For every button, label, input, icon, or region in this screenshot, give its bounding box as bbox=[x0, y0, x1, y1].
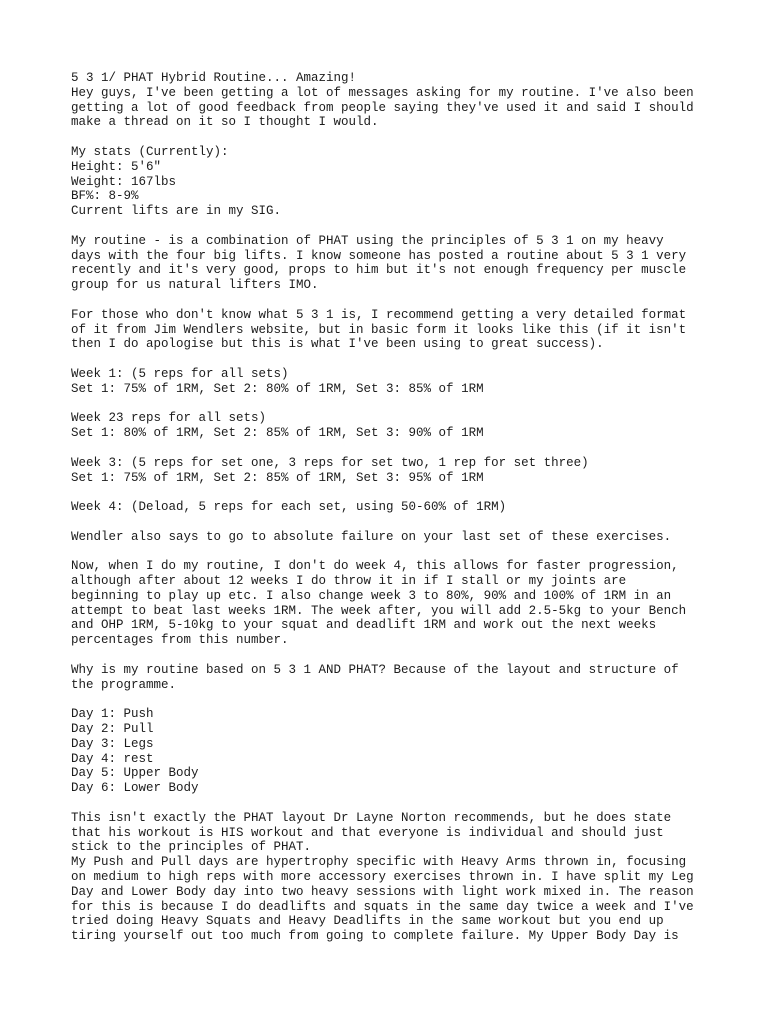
paragraph bbox=[71, 811, 731, 944]
text-line: For those who don't know what 5 3 1 is, I recommend getting a very detailed format bbox=[71, 307, 687, 322]
text-line: Wendler also says to go to absolute failure on your last set of these exercises. bbox=[71, 529, 672, 544]
text-line: and OHP 1RM, 5-10kg to your squat and deadlift 1RM and work out the next weeks bbox=[71, 618, 657, 633]
paragraph bbox=[71, 559, 731, 648]
text-line: Week 1: (5 reps for all sets) bbox=[71, 366, 289, 381]
text-line: BF%: 8-9% bbox=[71, 189, 139, 204]
paragraph bbox=[71, 530, 731, 545]
text-line: My stats (Currently): bbox=[71, 144, 229, 159]
text-line: stick to the principles of PHAT. bbox=[71, 840, 312, 855]
paragraph bbox=[71, 145, 731, 219]
paragraph bbox=[71, 71, 731, 130]
text-line: Set 1: 80% of 1RM, Set 2: 85% of 1RM, Set 3: 90% of 1RM bbox=[71, 426, 484, 441]
text-line: attempt to beat last weeks 1RM. The week after, you will add 2.5-5kg to your Bench bbox=[71, 603, 687, 618]
text-line: Now, when I do my routine, I don't do week 4, this allows for faster progression, bbox=[71, 559, 679, 574]
text-line: of it from Jim Wendlers website, but in basic form it looks like this (if it isn't bbox=[71, 322, 687, 337]
paragraph bbox=[71, 411, 731, 441]
text-line: Hey guys, I've been getting a lot of messages asking for my routine. I've also been bbox=[71, 85, 694, 100]
text-line: Day 1: Push bbox=[71, 707, 154, 722]
text-line: Day 3: Legs bbox=[71, 736, 154, 751]
paragraph bbox=[71, 500, 731, 515]
paragraph bbox=[71, 663, 731, 693]
paragraph bbox=[71, 234, 731, 293]
text-line: getting a lot of good feedback from people saying they've used it and said I should bbox=[71, 100, 694, 115]
text-line: Day 6: Lower Body bbox=[71, 781, 199, 796]
document-body bbox=[71, 71, 731, 944]
text-line: Day 4: rest bbox=[71, 751, 154, 766]
text-line: My Push and Pull days are hypertrophy specific with Heavy Arms thrown in, focusing bbox=[71, 855, 687, 870]
text-line: although after about 12 weeks I do throw it in if I stall or my joints are bbox=[71, 574, 627, 589]
text-line: Day and Lower Body day into two heavy sessions with light work mixed in. The reason bbox=[71, 884, 694, 899]
text-line: then I do apologise but this is what I've been using to great success). bbox=[71, 337, 604, 352]
text-line: tiring yourself out too much from going to complete failure. My Upper Body Day is bbox=[71, 929, 679, 944]
text-line: Why is my routine based on 5 3 1 AND PHAT? Because of the layout and structure of bbox=[71, 662, 679, 677]
text-line: percentages from this number. bbox=[71, 633, 289, 648]
text-line: Current lifts are in my SIG. bbox=[71, 204, 282, 219]
text-line: Week 23 reps for all sets) bbox=[71, 411, 267, 426]
text-line: for this is because I do deadlifts and squats in the same day twice a week and I've bbox=[71, 899, 694, 914]
text-line: Set 1: 75% of 1RM, Set 2: 85% of 1RM, Set 3: 95% of 1RM bbox=[71, 470, 484, 485]
text-line: Set 1: 75% of 1RM, Set 2: 80% of 1RM, Set 3: 85% of 1RM bbox=[71, 381, 484, 396]
paragraph bbox=[71, 707, 731, 796]
text-line: that his workout is HIS workout and that everyone is individual and should just bbox=[71, 825, 664, 840]
text-line: tried doing Heavy Squats and Heavy Deadlifts in the same workout but you end up bbox=[71, 914, 664, 929]
text-line: Week 4: (Deload, 5 reps for each set, using 50-60% of 1RM) bbox=[71, 500, 507, 515]
paragraph bbox=[71, 367, 731, 397]
text-line: Weight: 167lbs bbox=[71, 174, 177, 189]
text-line: Day 2: Pull bbox=[71, 722, 154, 737]
text-line: My routine - is a combination of PHAT using the principles of 5 3 1 on my heavy bbox=[71, 233, 664, 248]
paragraph bbox=[71, 308, 731, 352]
paragraph bbox=[71, 456, 731, 486]
text-line: Height: 5'6" bbox=[71, 159, 162, 174]
text-line: on medium to high reps with more accessory exercises thrown in. I have split my Leg bbox=[71, 870, 694, 885]
text-line: make a thread on it so I thought I would. bbox=[71, 115, 379, 130]
text-line: days with the four big lifts. I know someone has posted a routine about 5 3 1 very bbox=[71, 248, 687, 263]
text-line: beginning to play up etc. I also change week 3 to 80%, 90% and 100% of 1RM in an bbox=[71, 588, 672, 603]
text-line: This isn't exactly the PHAT layout Dr Layne Norton recommends, but he does state bbox=[71, 810, 672, 825]
text-line: group for us natural lifters IMO. bbox=[71, 278, 319, 293]
text-line: recently and it's very good, props to him but it's not enough frequency per muscle bbox=[71, 263, 687, 278]
text-line: Day 5: Upper Body bbox=[71, 766, 199, 781]
text-line: the programme. bbox=[71, 677, 177, 692]
text-line: Week 3: (5 reps for set one, 3 reps for set two, 1 rep for set three) bbox=[71, 455, 589, 470]
text-line: 5 3 1/ PHAT Hybrid Routine... Amazing! bbox=[71, 71, 357, 85]
